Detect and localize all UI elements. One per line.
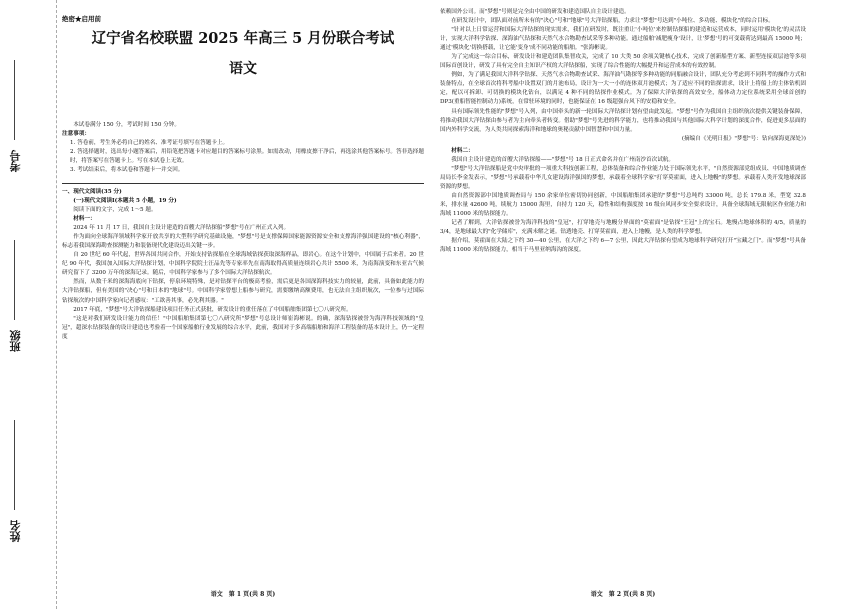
page-footer: 语文 第 2 页(共 8 页)	[590, 591, 656, 599]
exam-info: 本试卷满分 150 分，考试时间 150 分钟。	[73, 121, 180, 128]
name-line	[14, 420, 15, 510]
instruction: 阅读下面的文字，完成 1～5 题。	[73, 207, 157, 214]
paragraph: 记者了解到，大洋钻探被誉为海洋科技的"皇冠"，打穿地壳与地幔分界面的"莫霍面"是钻探"王冠"上的宝石。地慢占地球体积的 4/5，质量的 3/4，是地球最大的"化学储库"，充满未解之谜。钻透地壳、打穿莫霍面，进入上地幔，是人类的科学梦想。	[440, 220, 806, 236]
candidate-number-line	[14, 60, 15, 140]
page-footer: 语文 第 1 页(共 8 页)	[210, 591, 276, 599]
paragraph: 依赖国外公司。而"梦想"号则是完全由中国的研发和建造国队自主设计建造。	[440, 9, 630, 15]
notice-item: 2. 答选择题时，选出每小题答案后，用铅笔把答题卡对应题目的答案标号涂黑。如需改动，用橡皮擦干净后，再选涂其他答案标号。答非选择题时，将答案写在答题卡上。写在本试卷上无效。	[70, 148, 424, 164]
paragraph: 我国自主设计建造的首艘大洋钻探船——"梦想"号 18 日正式命名并在广州南沙首次试航。	[451, 156, 674, 163]
paragraph: 据介绍，莫霍面在大陆之下约 30—40 公里，在大洋之下约 6—7 公里，因此大洋钻探有望成为地球科学研究打开"宝藏之门"。而"梦想"号具备海域 11000 米的钻探能力，相当于马里亚纳海沟的深度。	[440, 238, 806, 254]
name-label: 姓名	[9, 520, 22, 542]
notice-item: 3. 考试结束后，将本试卷和答题卡一并交回。	[70, 166, 184, 173]
paragraph: 然而，从数千米的深海海底向下钻探，停泉环境特殊，是对钻探平台的极高考验，需后更是各国深海科技实力的较量，此前，具备如此能力的大洋钻探船，但有美国的"决心"号和日本的"地球"号。中国科学家曾想上船参与研究，需要缴纳高额费用，也无法自主组织航次，一位参与过国际钻探航次的中国科学家向记者感叹："工欲善其事，必先利其器。"	[62, 279, 424, 304]
candidate-number-label: 考号	[9, 150, 22, 172]
subject-title: 语文	[229, 61, 257, 77]
paragraph: 作为面向全球海洋领域科学家开放共享的大型科学研究基础设施，"梦想"号是支撑保障国家能源资源安全和支撑海洋强国建设的"核心利器"，标志着我国深海勘查探测能力和装备现代化建设迈出关键一步。	[62, 234, 424, 250]
subsection-heading: (一)现代文阅读Ⅰ(本题共 5 小题，19 分)	[73, 198, 177, 204]
class-line	[14, 240, 15, 320]
confidential-mark: 绝密★启用前	[62, 15, 101, 23]
notice-item: 1. 答卷前，考生务必将自己的姓名、准考证号填写在答题卡上。	[70, 139, 229, 146]
paragraph: 自 20 世纪 60 年代起，世界各国共同合作，开始支持钻探船在全球海域钻探获取深海样品，即岩心。在这个计划中，中国属于后来者。20 世纪 90 年代，我国加入国际大洋钻探计划，中国科学院院士汪品先等专家率先在南海取得高质量连续岩心共计 5500 米，为南海演变和东亚古气候研究留下了 3200 万年的深海记录。随后，中国科学家参与了多个国际大洋钻探航次。	[62, 252, 424, 277]
source-caption: (摘编自《光明日报》"梦想"号：钻向深海更深处》)	[681, 135, 806, 142]
paragraph: 为了完成这一综合目标，研发设计和建造团队集智攻关，完成了 10 大类 50 余项关键核心技术，完成了创新船型方案、新型连接双层池等多项国际首创设计，研发了具有完全自主知识产权的大洋钻探船，实现了综合性能的大幅提升和运营成本的有效控制。	[440, 54, 806, 70]
paragraph: "梦想"号大洋钻探船是党中央审批的一项重大科技创新工程，总体装备和综合作业能力处于国际领先水平，"自然资源部党组成员、中国地质调查局局长李金发表示，"梦想"号承载着中华儿女建设海洋强国的梦想，承载着全球科学家"打穿莫霍面，进入上地幔"的梦想。承载着人类开发地球深部资源的梦想。	[440, 165, 806, 190]
binding-margin	[0, 0, 57, 609]
class-label: 班级	[9, 330, 22, 352]
divider	[62, 183, 424, 184]
paragraph: 2024 年 11 月 17 日，我国自主设计建造的首艘大洋钻探船"梦想"号在广州正式入列。	[73, 225, 290, 232]
paragraph: 由自然资源部中国地质调查局与 150 余家单位密切协同创新，中国船舶集团承建的"梦想"号总吨约 33000 吨，总长 179.8 米，型宽 32.8 米，排水量 42600 吨，续航力 15000 海里，自持力 120 天，稳性和结构强度按 16 级台风同步安全要求设计，具备全球海域无限航区作业能力和海域 11000 米的钻探能力。	[440, 192, 806, 218]
page-2	[440, 8, 806, 600]
exam-title: 辽宁省名校联盟 2025 年高三 5 月份联合考试	[91, 29, 395, 47]
material-label: 材料二：	[451, 147, 474, 154]
page-1	[62, 8, 424, 600]
paragraph: 例如，为了满足我国大洋科学钻探、天然气水合物勘查试采、海洋油气勘探等多种功能的同船融合设计，团队充分考虑到不同科考的操作方式和装备特点，在全球首次将科考船中设置双门的月池布局，设计为一大一小的连体双月池模式；为了适应不同的钻探需求，设计上将船上的主体钻机固定，配以可拆卸、可切换的模块化钻台，以满足 4 种不同的钻探作业模式。为了保障大洋钻探的高效安全，船体动力定位系统采用全球首创的 DP3(重船智能控制动力)系统，在常驻环境的同时，也能保证在 16 级超强台风下的安稳和安全。	[440, 72, 806, 106]
notice-head: 注意事项：	[62, 130, 90, 137]
section-heading: 一、现代文阅读(35 分)	[62, 188, 122, 195]
paragraph: "针对以上日常运营和国际大洋钻探的现实需求，我们在研发时，既注重让'小吨位'来控制钻探船的建造和运营成本，同时运用'模块化'的灵活设计，实现大洋科学钻探、深海油气钻探和天然气水合物勘查试采等多种功能。通过船舶'减肥瘦身'设计，让'梦想'号的可变载荷达到最高 15000 吨；通过'模块化'切换搭载，让它能'变身'成不同功能的船舶。"张海彬说。	[440, 27, 806, 52]
material-label: 材料一：	[73, 216, 96, 223]
paragraph: "这是对我们研发设计能力的信任！"中国船舶集团第七〇八研究所"梦想"号总设计师崔海彬说。的确，深海钻探被誉为海洋科技领域的"皇冠"，超深水钻探装备的设计建造也考验着一个国家船舶行业发展的综合水平，此前，我国对于多高端船舶和海洋工程装备的基本设计上，仍一定程度	[62, 315, 424, 340]
paragraph: 在研发设计中，团队面对前所未有的"决心"号和"地球"号大洋钻探船，力求让"梦想"号达到"小吨位、多功能、模块化"的综合目标。	[451, 18, 774, 25]
paragraph: 2017 年底，"梦想"号大洋钻探船建设项目任务正式获批，研发设计的重任落在了中国船舶集团第七〇八研究所。	[73, 306, 352, 313]
paragraph: 具有国际领先性能的"梦想"号入列，由中国牵头的新一轮国际大洋钻探计划有望由此发起。"梦想"号作为我国自主组织航次提供关键装备保障，将推动我国大洋钻探由参与者为主向牵头者转变。借助"梦想"号先进的科学能力，也将推动我国与其他国际大科学计划的深度合作，促进更多层面的国内外科学交流，为人类共同探索海洋和地球的奥秘贡献中国智慧和中国力量。	[440, 108, 806, 133]
notice-block	[62, 130, 424, 175]
